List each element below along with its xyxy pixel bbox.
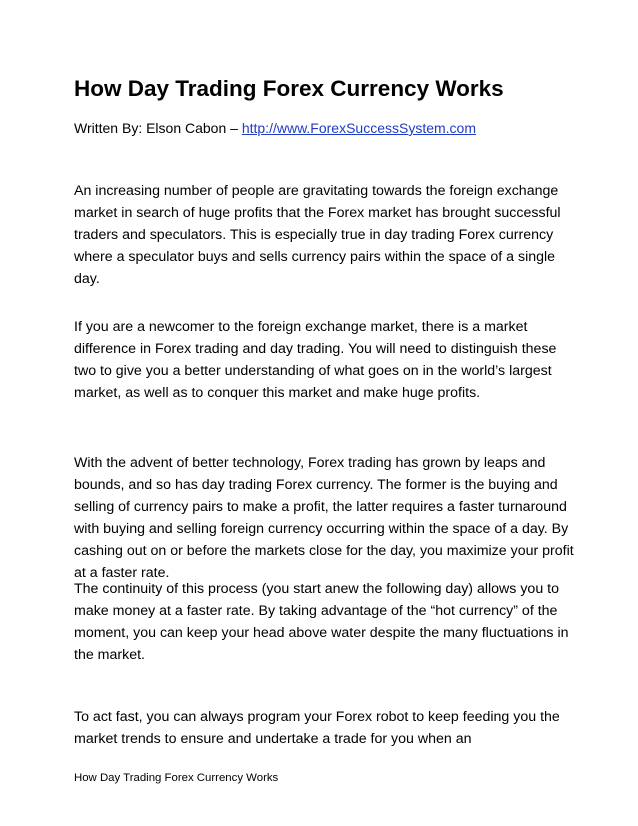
paragraph-2: If you are a newcomer to the foreign exchange market, there is a market difference in Forex trading and day trading. You will need to distinguish these two to give you a better understanding of what goes on in the world’s largest market, as well as to conquer this market and make huge profits. [74, 319, 557, 401]
page-title: How Day Trading Forex Currency Works [74, 76, 504, 101]
byline-author: Written By: Elson Cabon – [74, 120, 242, 136]
byline-link[interactable]: http://www.ForexSuccessSystem.com [241, 120, 477, 136]
paragraph-1: An increasing number of people are gravitating towards the foreign exchange market in search of huge profits that the Forex market has brought successful traders and speculators. This is especially true in day trading Forex currency where a speculator buys and sells currency pairs within the space of a single day. [74, 183, 561, 287]
paragraph-4: The continuity of this process (you start anew the following day) allows you to make money at a faster rate. By taking advantage of the “hot currency” of the moment, you can keep your head above water despite the many fluctuations in the market. [74, 581, 569, 663]
paragraph-5: To act fast, you can always program your Forex robot to keep feeding you the market trends to ensure and undertake a trade for you when an [74, 709, 560, 747]
page-footer: How Day Trading Forex Currency Works [74, 772, 279, 784]
byline [74, 118, 594, 138]
paragraph-3: With the advent of better technology, Forex trading has grown by leaps and bounds, and so has day trading Forex currency. The former is the buying and selling of currency pairs to make a profit, the latter requires a faster turnaround with buying and selling foreign currency occurring within the space of a day. By cashing out on or before the markets close for the day, you maximize your profit at a faster rate. [74, 455, 574, 581]
